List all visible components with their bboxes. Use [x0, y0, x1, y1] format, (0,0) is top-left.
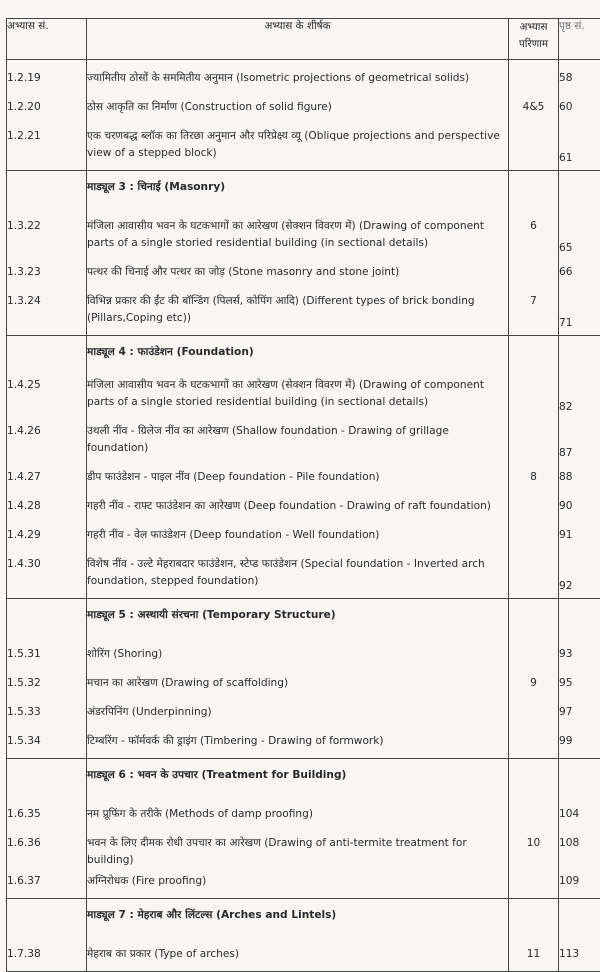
exercise-title: मचान का आरेखण (Drawing of scaffolding): [87, 671, 509, 700]
contents-table: [6, 18, 600, 972]
exercise-outcome: 11: [509, 942, 559, 972]
header-outcome-line1: अभ्यास: [509, 19, 558, 36]
table-row: [7, 700, 600, 729]
exercise-title: विशेष नींव - उल्टे मेहराबदार फाउंडेशन, स्टेप्ड फाउंडेशन (Special foundation - Inverted arch foundation, stepped foundation): [87, 552, 509, 599]
exercise-title: टिम्बरिंग - फॉर्मवर्क की ड्राइंग (Timbering - Drawing of formwork): [87, 729, 509, 759]
table-row: [7, 260, 600, 289]
exercise-no: 1.6.36: [7, 831, 87, 869]
exercise-title: शोरिंग (Shoring): [87, 642, 509, 671]
page-no: 95: [559, 671, 600, 700]
exercise-outcome: 4&5: [509, 95, 559, 124]
exercise-no: 1.5.32: [7, 671, 87, 700]
page-no: 87: [559, 419, 600, 465]
exercise-no: 1.7.38: [7, 942, 87, 972]
page-no: 58: [559, 66, 600, 95]
table-row: [7, 66, 600, 95]
exercise-title: उथली नींव - ग्रिलेज नींव का आरेखण (Shallow foundation - Drawing of grillage foundation): [87, 419, 509, 465]
table-row: [7, 642, 600, 671]
page-no: 109: [559, 869, 600, 899]
exercise-no: 1.4.26: [7, 419, 87, 465]
exercise-no: 1.6.35: [7, 802, 87, 831]
table-row: [7, 465, 600, 494]
table-row: [7, 95, 600, 124]
page-no: 104: [559, 802, 600, 831]
table-row: [7, 373, 600, 419]
page-no: 66: [559, 260, 600, 289]
exercise-no: 1.3.24: [7, 289, 87, 336]
exercise-outcome: 8: [509, 465, 559, 494]
table-row: [7, 523, 600, 552]
exercise-title: ज्यामितीय ठोसों के सममितीय अनुमान (Isometric projections of geometrical solids): [87, 66, 509, 95]
exercise-no: 1.4.28: [7, 494, 87, 523]
module-row: [7, 599, 600, 637]
exercise-outcome: 10: [509, 831, 559, 869]
exercise-title: मंजिला आवासीय भवन के घटकभागों का आरेखण (सेक्शन विवरण में) (Drawing of component parts of a single storied residential building (in sectional details): [87, 214, 509, 260]
exercise-no: 1.4.25: [7, 373, 87, 419]
exercise-no: 1.6.37: [7, 869, 87, 899]
table-row: [7, 214, 600, 260]
module-title: माड्यूल 6 : भवन के उपचार (Treatment for Building): [87, 759, 509, 797]
exercise-title: नम प्रूफिंग के तरीके (Methods of damp proofing): [87, 802, 509, 831]
table-row: [7, 552, 600, 599]
table-row: [7, 831, 600, 869]
exercise-no: 1.5.31: [7, 642, 87, 671]
exercise-no: 1.2.21: [7, 124, 87, 171]
module-row: [7, 899, 600, 937]
header-page-no: पृष्ठ सं.: [559, 19, 600, 60]
header-exercise-title: अभ्यास के शीर्षक: [87, 19, 509, 60]
table-row: [7, 289, 600, 336]
page-no: 71: [559, 289, 600, 336]
exercise-no: 1.4.29: [7, 523, 87, 552]
table-row: [7, 802, 600, 831]
exercise-no: 1.5.33: [7, 700, 87, 729]
exercise-title: भवन के लिए दीमक रोधी उपचार का आरेखण (Drawing of anti-termite treatment for building): [87, 831, 509, 869]
exercise-title: गहरी नींव - राफ्ट फाउंडेशन का आरेखण (Deep foundation - Drawing of raft foundation): [87, 494, 509, 523]
exercise-no: 1.4.27: [7, 465, 87, 494]
module-title: माड्यूल 3 : चिनाई (Masonry): [87, 171, 509, 209]
page-no: 88: [559, 465, 600, 494]
module-row: [7, 759, 600, 797]
module-row: [7, 336, 600, 374]
page-no: 90: [559, 494, 600, 523]
exercise-no: 1.3.23: [7, 260, 87, 289]
header-exercise-no: अभ्यास सं.: [7, 19, 87, 60]
table-row: [7, 419, 600, 465]
page-no: 108: [559, 831, 600, 869]
page-no: 91: [559, 523, 600, 552]
module-title: माड्यूल 4 : फाउंडेशन (Foundation): [87, 336, 509, 374]
exercise-outcome: 9: [509, 671, 559, 700]
header-outcome-line2: परिणाम: [509, 36, 558, 53]
page-no: 82: [559, 373, 600, 419]
page-no: 99: [559, 729, 600, 759]
page-no: 92: [559, 552, 600, 599]
exercise-outcome: 7: [509, 289, 559, 336]
table-row: [7, 671, 600, 700]
exercise-title: ठोस आकृति का निर्माण (Construction of solid figure): [87, 95, 509, 124]
exercise-title: विभिन्न प्रकार की ईंट की बॉन्डिंग (पिलर्स, कोपिंग आदि) (Different types of brick bonding (Pillars,Coping etc)): [87, 289, 509, 336]
page-no: 60: [559, 95, 600, 124]
exercise-no: 1.2.20: [7, 95, 87, 124]
page-no: 65: [559, 214, 600, 260]
exercise-title: एक चरणबद्ध ब्लॉक का तिरछा अनुमान और परिप्रेक्ष्य व्यू (Oblique projections and perspective view of a stepped block): [87, 124, 509, 171]
exercise-no: 1.4.30: [7, 552, 87, 599]
exercise-title: डीप फाउंडेशन - पाइल नींव (Deep foundation - Pile foundation): [87, 465, 509, 494]
exercise-title: गहरी नींव - वेल फाउंडेशन (Deep foundation - Well foundation): [87, 523, 509, 552]
page-no: 97: [559, 700, 600, 729]
exercise-no: 1.3.22: [7, 214, 87, 260]
table-header: [7, 19, 600, 60]
module-row: [7, 171, 600, 209]
table-row: [7, 942, 600, 972]
exercise-title: अंडरपिनिंग (Underpinning): [87, 700, 509, 729]
page-no: 61: [559, 124, 600, 171]
table-row: [7, 124, 600, 171]
table-row: [7, 494, 600, 523]
table-row: [7, 729, 600, 759]
exercise-no: 1.5.34: [7, 729, 87, 759]
exercise-outcome: 6: [509, 214, 559, 260]
exercise-no: 1.2.19: [7, 66, 87, 95]
module-title: माड्यूल 7 : मेहराब और लिंटल्स (Arches and Lintels): [87, 899, 509, 937]
exercise-title: मेहराब का प्रकार (Type of arches): [87, 942, 509, 972]
exercise-title: अग्निरोधक (Fire proofing): [87, 869, 509, 899]
module-title: माड्यूल 5 : अस्थायी संरचना (Temporary Structure): [87, 599, 509, 637]
exercise-title: मंजिला आवासीय भवन के घटकभागों का आरेखण (सेक्शन विवरण में) (Drawing of component parts of a single storied residential building (in sectional details): [87, 373, 509, 419]
header-exercise-outcome: [509, 19, 559, 60]
page-no: 93: [559, 642, 600, 671]
exercise-title: पत्थर की चिनाई और पत्थर का जोड़ (Stone masonry and stone joint): [87, 260, 509, 289]
page-no: 113: [559, 942, 600, 972]
